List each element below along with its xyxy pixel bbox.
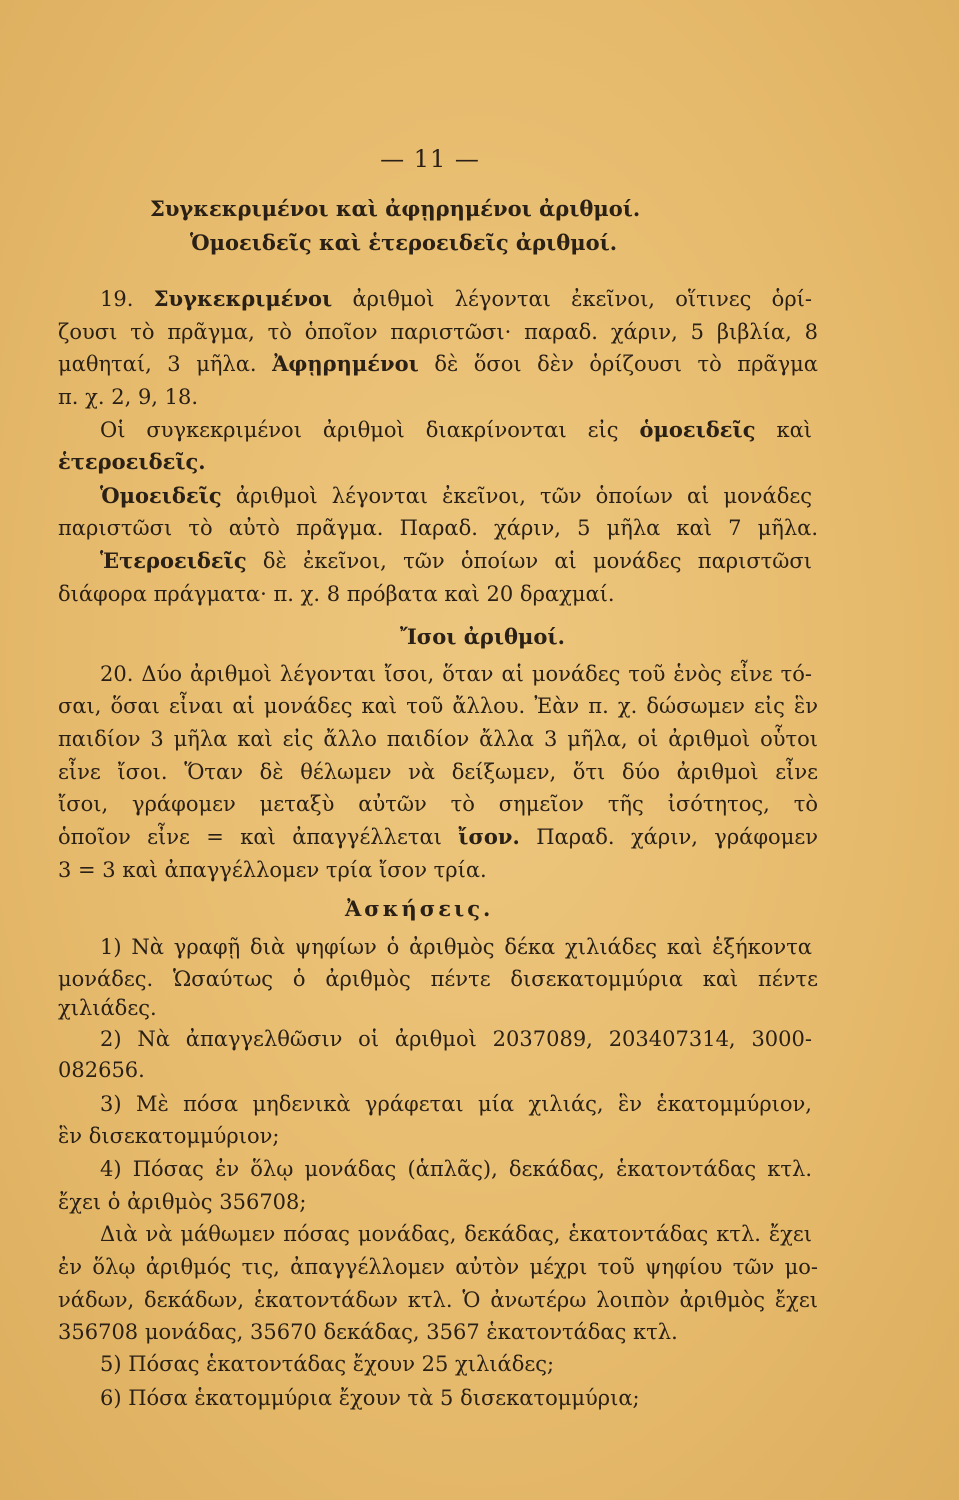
text-line: διάφορα πράγματα· π. χ. 8 πρόβατα καὶ 20 δραχμαί.: [58, 582, 615, 606]
text-line: 19. Συγκεκριμένοι ἀριθμοὶ λέγονται ἐκεῖνοι, οἵτινες ὁρί-: [100, 286, 812, 311]
text-line: σαι, ὅσαι εἶναι αἱ μονάδες καὶ τοῦ ἄλλου. Ἐὰν π. χ. δώσωμεν εἰς ἓν: [58, 694, 818, 718]
text-line: ἓν δισεκατομμύριον;: [58, 1124, 280, 1148]
text-line: εἶνε ἴσοι. Ὅταν δὲ θέλωμεν νὰ δείξωμεν, ὅτι δύο ἀριθμοὶ εἶνε: [58, 760, 818, 784]
text-line: νάδων, δεκάδων, ἑκατοντάδων κτλ. Ὁ ἀνωτέρω λοιπὸν ἀριθμὸς ἔχει: [58, 1288, 818, 1312]
text-line: ἔχει ὁ ἀριθμὸς 356708;: [58, 1190, 307, 1214]
heading-like-unlike: Ὁμοειδεῖς καὶ ἑτεροειδεῖς ἀριθμοί.: [190, 230, 618, 255]
heading-concrete-abstract: Συγκεκριμένοι καὶ ἀφῃρημένοι ἀριθμοί.: [150, 196, 641, 221]
heading-exercises: Ἀσκήσεις.: [345, 896, 494, 921]
text-line: 3 = 3 καὶ ἀπαγγέλλομεν τρία ἴσον τρία.: [58, 858, 487, 882]
text-line: παριστῶσι τὸ αὐτὸ πρᾶγμα. Παραδ. χάριν, 5 μῆλα καὶ 7 μῆλα.: [58, 516, 818, 540]
text-line: 20. Δύο ἀριθμοὶ λέγονται ἴσοι, ὅταν αἱ μονάδες τοῦ ἑνὸς εἶνε τό-: [100, 662, 812, 686]
text-line: Ἑτεροειδεῖς δὲ ἐκεῖνοι, τῶν ὁποίων αἱ μονάδες παριστῶσι: [100, 548, 812, 573]
text-line: Ὁμοειδεῖς ἀριθμοὶ λέγονται ἐκεῖνοι, τῶν ὁποίων αἱ μονάδες: [100, 483, 812, 508]
text-line: μαθηταί, 3 μῆλα. Ἀφῃρημένοι δὲ ὅσοι δὲν ὁρίζουσι τὸ πρᾶγμα: [58, 351, 818, 376]
text-line: ὁποῖον εἶνε = καὶ ἀπαγγέλλεται ἴσον. Παραδ. χάριν, γράφομεν: [58, 824, 818, 849]
text-line: παιδίον 3 μῆλα καὶ εἰς ἄλλο παιδίον ἄλλα 3 μῆλα, οἱ ἀριθμοὶ οὗτοι: [58, 727, 818, 751]
text-line: ἐν ὅλῳ ἀριθμός τις, ἀπαγγέλλομεν αὐτὸν μέχρι τοῦ ψηφίου τῶν μο-: [58, 1255, 818, 1279]
text-line: 2) Νὰ ἀπαγγελθῶσιν οἱ ἀριθμοὶ 2037089, 203407314, 3000-: [100, 1027, 812, 1051]
text-line: 082656.: [58, 1058, 145, 1082]
text-line: 5) Πόσας ἑκατοντάδας ἔχουν 25 χιλιάδες;: [100, 1352, 555, 1376]
page-number: — 11 —: [380, 145, 480, 173]
text-line: μονάδες. Ὡσαύτως ὁ ἀριθμὸς πέντε δισεκατομμύρια καὶ πέντε: [58, 967, 818, 991]
text-line: π. χ. 2, 9, 18.: [58, 385, 199, 409]
text-line: Οἱ συγκεκριμένοι ἀριθμοὶ διακρίνονται εἰς ὁμοειδεῖς καὶ: [100, 417, 812, 442]
text-line: 356708 μονάδας, 35670 δεκάδας, 3567 ἑκατοντάδας κτλ.: [58, 1320, 678, 1344]
text-line: 6) Πόσα ἑκατομμύρια ἔχουν τὰ 5 δισεκατομμύρια;: [100, 1386, 640, 1410]
text-line: 3) Μὲ πόσα μηδενικὰ γράφεται μία χιλιάς, ἓν ἑκατομμύριον,: [100, 1092, 812, 1116]
text-line: χιλιάδες.: [58, 996, 157, 1020]
text-line: ἴσοι, γράφομεν μεταξὺ αὐτῶν τὸ σημεῖον τῆς ἰσότητος, τὸ: [58, 792, 818, 816]
text-line: ἑτεροειδεῖς.: [58, 449, 206, 474]
text-line: 1) Νὰ γραφῇ διὰ ψηφίων ὁ ἀριθμὸς δέκα χιλιάδες καὶ ἑξήκοντα: [100, 935, 812, 959]
text-line: 4) Πόσας ἐν ὅλῳ μονάδας (ἁπλᾶς), δεκάδας, ἑκατοντάδας κτλ.: [100, 1157, 812, 1181]
text-line: ζουσι τὸ πρᾶγμα, τὸ ὁποῖον παριστῶσι· παραδ. χάριν, 5 βιβλία, 8: [58, 320, 818, 344]
heading-equal-numbers: Ἴσοι ἀριθμοί.: [400, 624, 565, 649]
text-line: Διὰ νὰ μάθωμεν πόσας μονάδας, δεκάδας, ἑκατοντάδας κτλ. ἔχει: [100, 1222, 812, 1246]
